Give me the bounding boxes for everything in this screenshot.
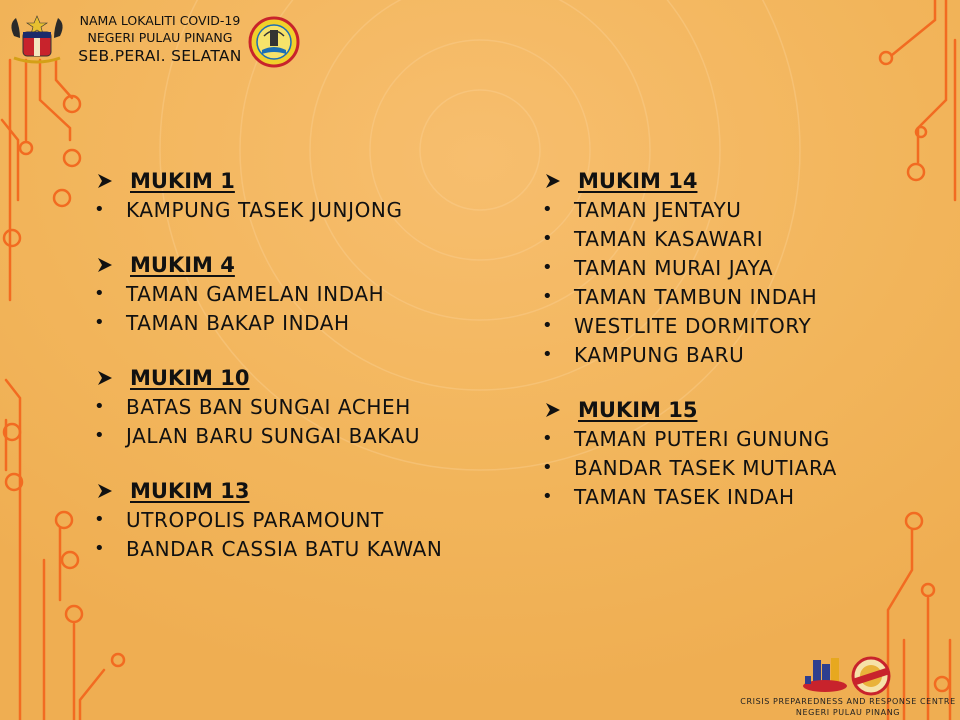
right-column bbox=[540, 166, 837, 537]
locality-item: • KAMPUNG BARU bbox=[542, 342, 745, 367]
locality-item: • TAMAN MURAI JAYA bbox=[542, 255, 774, 280]
locality-name: UTROPOLIS PARAMOUNT bbox=[126, 507, 384, 532]
mukim-heading bbox=[92, 166, 442, 195]
locality-name: TAMAN GAMELAN INDAH bbox=[126, 281, 385, 306]
footer-line2: NEGERI PULAU PINANG bbox=[795, 708, 901, 717]
locality-item: • UTROPOLIS PARAMOUNT bbox=[94, 507, 384, 532]
header-title-line1: NAMA LOKALITI COVID-19 bbox=[79, 13, 241, 28]
header-title bbox=[72, 12, 248, 66]
arrow-bullet-icon bbox=[542, 399, 564, 421]
locality-name: KAMPUNG TASEK JUNJONG bbox=[126, 197, 403, 222]
mukim-group bbox=[92, 476, 442, 563]
locality-name: WESTLITE DORMITORY bbox=[574, 313, 812, 338]
arrow-bullet-icon bbox=[94, 367, 116, 389]
mukim-group bbox=[540, 166, 837, 369]
mukim-title: MUKIM 10 bbox=[130, 365, 250, 390]
mukim-title: MUKIM 13 bbox=[130, 478, 250, 503]
locality-item: • TAMAN TAMBUN INDAH bbox=[542, 284, 818, 309]
mukim-title: MUKIM 14 bbox=[578, 168, 698, 193]
locality-item: • TAMAN JENTAYU bbox=[542, 197, 742, 222]
mukim-title: MUKIM 4 bbox=[130, 252, 235, 277]
locality-name: BANDAR TASEK MUTIARA bbox=[574, 455, 837, 480]
arrow-bullet-icon bbox=[94, 254, 116, 276]
coat-of-arms-icon bbox=[6, 14, 68, 64]
mukim-heading bbox=[92, 250, 442, 279]
locality-name: KAMPUNG BARU bbox=[574, 342, 745, 367]
locality-item: • TAMAN KASAWARI bbox=[542, 226, 764, 251]
locality-name: TAMAN TASEK INDAH bbox=[574, 484, 795, 509]
locality-name: TAMAN JENTAYU bbox=[574, 197, 742, 222]
mukim-heading bbox=[92, 476, 442, 505]
mukim-group bbox=[92, 250, 442, 337]
cprc-logo-icon bbox=[795, 656, 850, 694]
locality-item: • TAMAN PUTERI GUNUNG bbox=[542, 426, 830, 451]
locality-item: • TAMAN BAKAP INDAH bbox=[94, 310, 350, 335]
footer bbox=[740, 654, 956, 718]
mukim-group bbox=[540, 395, 837, 511]
left-column bbox=[92, 166, 442, 589]
locality-item: • JALAN BARU SUNGAI BAKAU bbox=[94, 423, 421, 448]
header-title-line3: SEB.PERAI. SELATAN bbox=[78, 47, 242, 65]
locality-item: • TAMAN GAMELAN INDAH bbox=[94, 281, 385, 306]
locality-name: TAMAN BAKAP INDAH bbox=[126, 310, 350, 335]
badge-icon bbox=[851, 656, 891, 696]
mukim-heading bbox=[540, 395, 837, 424]
locality-item: • BANDAR CASSIA BATU KAWAN bbox=[94, 536, 443, 561]
locality-item: • TAMAN TASEK INDAH bbox=[542, 484, 795, 509]
locality-name: BANDAR CASSIA BATU KAWAN bbox=[126, 536, 443, 561]
mukim-group bbox=[92, 363, 442, 450]
locality-name: TAMAN MURAI JAYA bbox=[574, 255, 774, 280]
footer-text bbox=[740, 696, 956, 718]
mukim-title: MUKIM 15 bbox=[578, 397, 698, 422]
mukim-title: MUKIM 1 bbox=[130, 168, 235, 193]
header bbox=[0, 0, 320, 75]
arrow-bullet-icon bbox=[542, 170, 564, 192]
locality-name: TAMAN KASAWARI bbox=[574, 226, 764, 251]
locality-name: JALAN BARU SUNGAI BAKAU bbox=[126, 423, 421, 448]
locality-item: • KAMPUNG TASEK JUNJONG bbox=[94, 197, 403, 222]
mukim-group bbox=[92, 166, 442, 224]
mukim-heading bbox=[540, 166, 837, 195]
locality-name: TAMAN TAMBUN INDAH bbox=[574, 284, 818, 309]
header-title-line2: NEGERI PULAU PINANG bbox=[87, 30, 233, 45]
locality-item: • BATAS BAN SUNGAI ACHEH bbox=[94, 394, 411, 419]
locality-item: • BANDAR TASEK MUTIARA bbox=[542, 455, 837, 480]
arrow-bullet-icon bbox=[94, 170, 116, 192]
locality-item: • WESTLITE DORMITORY bbox=[542, 313, 812, 338]
arrow-bullet-icon bbox=[94, 480, 116, 502]
locality-name: TAMAN PUTERI GUNUNG bbox=[574, 426, 830, 451]
state-seal-icon bbox=[248, 16, 300, 68]
footer-line1: CRISIS PREPAREDNESS AND RESPONSE CENTRE bbox=[740, 697, 956, 706]
locality-name: BATAS BAN SUNGAI ACHEH bbox=[126, 394, 411, 419]
mukim-heading bbox=[92, 363, 442, 392]
